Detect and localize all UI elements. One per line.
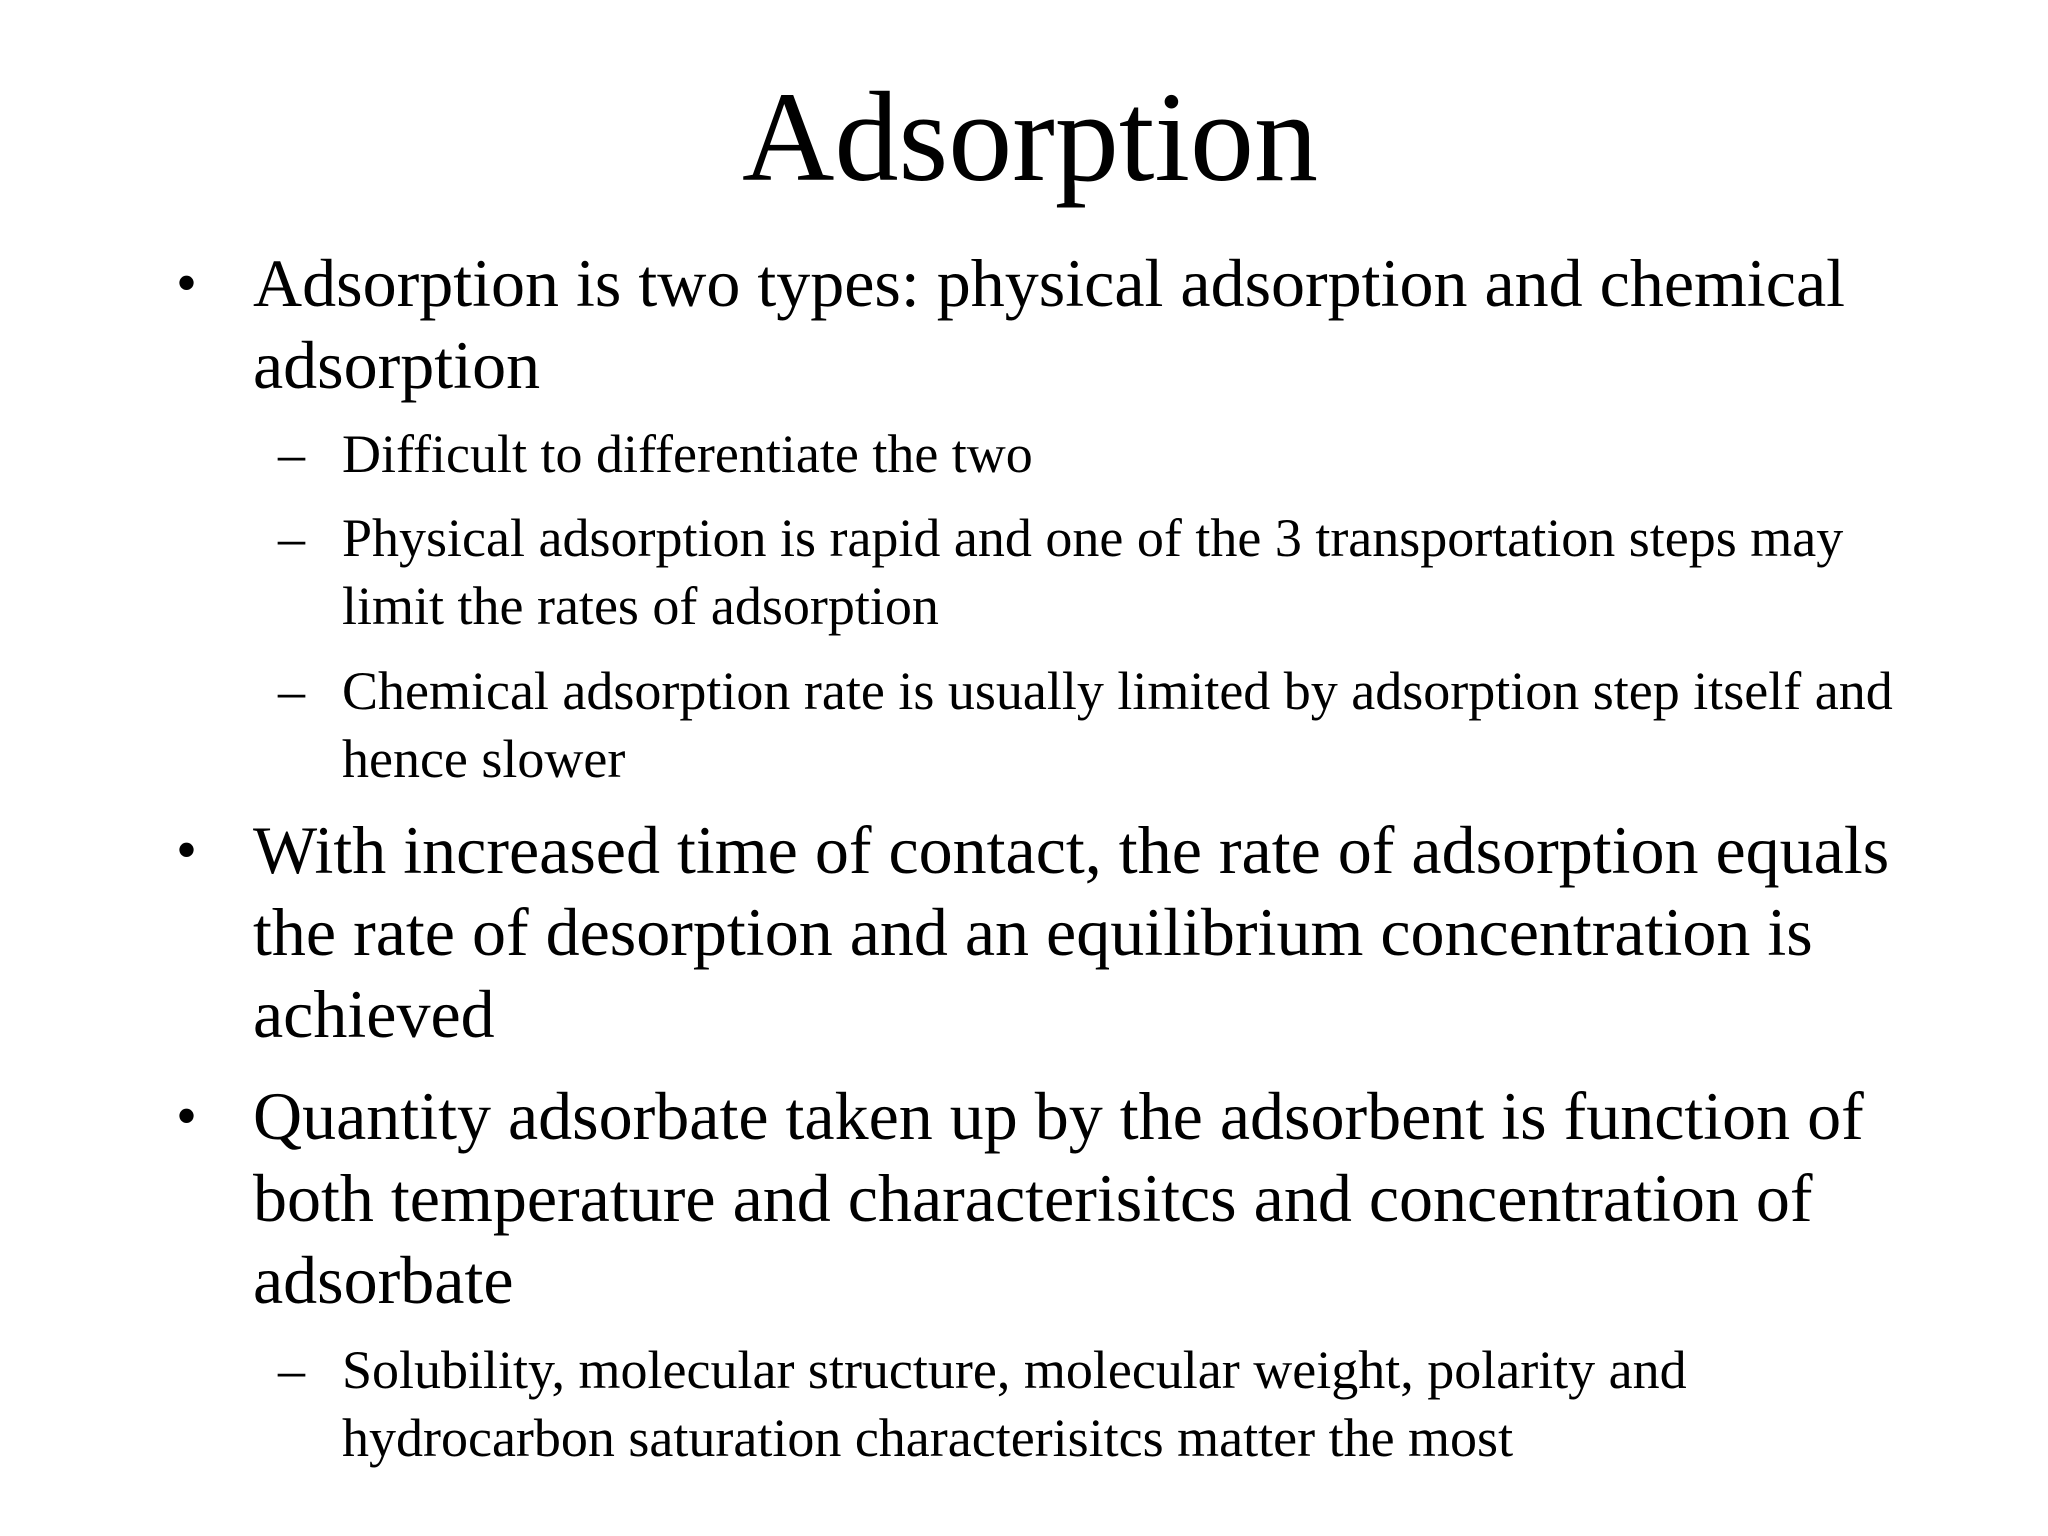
- bullet-text: Quantity adsorbate taken up by the adsorbent is function of both temperature and characterisitcs and concentration of adsorbate: [253, 1078, 1864, 1318]
- bullet-marker: •: [176, 1083, 198, 1149]
- bullet-text: Adsorption is two types: physical adsorption and chemical adsorption: [253, 245, 1846, 403]
- bullet-marker: •: [176, 250, 198, 316]
- sub-bullet-marker: –: [278, 508, 305, 568]
- sub-bullet-text: Solubility, molecular structure, molecular weight, polarity and hydrocarbon saturation characterisitcs matter the most: [342, 1340, 1687, 1468]
- bullet-marker: •: [176, 817, 198, 883]
- slide-title: Adsorption: [742, 66, 1318, 208]
- sub-bullet-text: Chemical adsorption rate is usually limited by adsorption step itself and hence slower: [342, 661, 1893, 789]
- sub-bullet-marker: –: [278, 1340, 305, 1400]
- bullet-text: With increased time of contact, the rate of adsorption equals the rate of desorption and an equilibrium concentration is achieved: [253, 812, 1890, 1052]
- sub-bullet-marker: –: [278, 661, 305, 721]
- sub-bullet-text: Difficult to differentiate the two: [342, 424, 1033, 484]
- sub-bullet-text: Physical adsorption is rapid and one of the 3 transportation steps may limit the rates of adsorption: [342, 508, 1844, 636]
- sub-bullet-marker: –: [278, 424, 305, 484]
